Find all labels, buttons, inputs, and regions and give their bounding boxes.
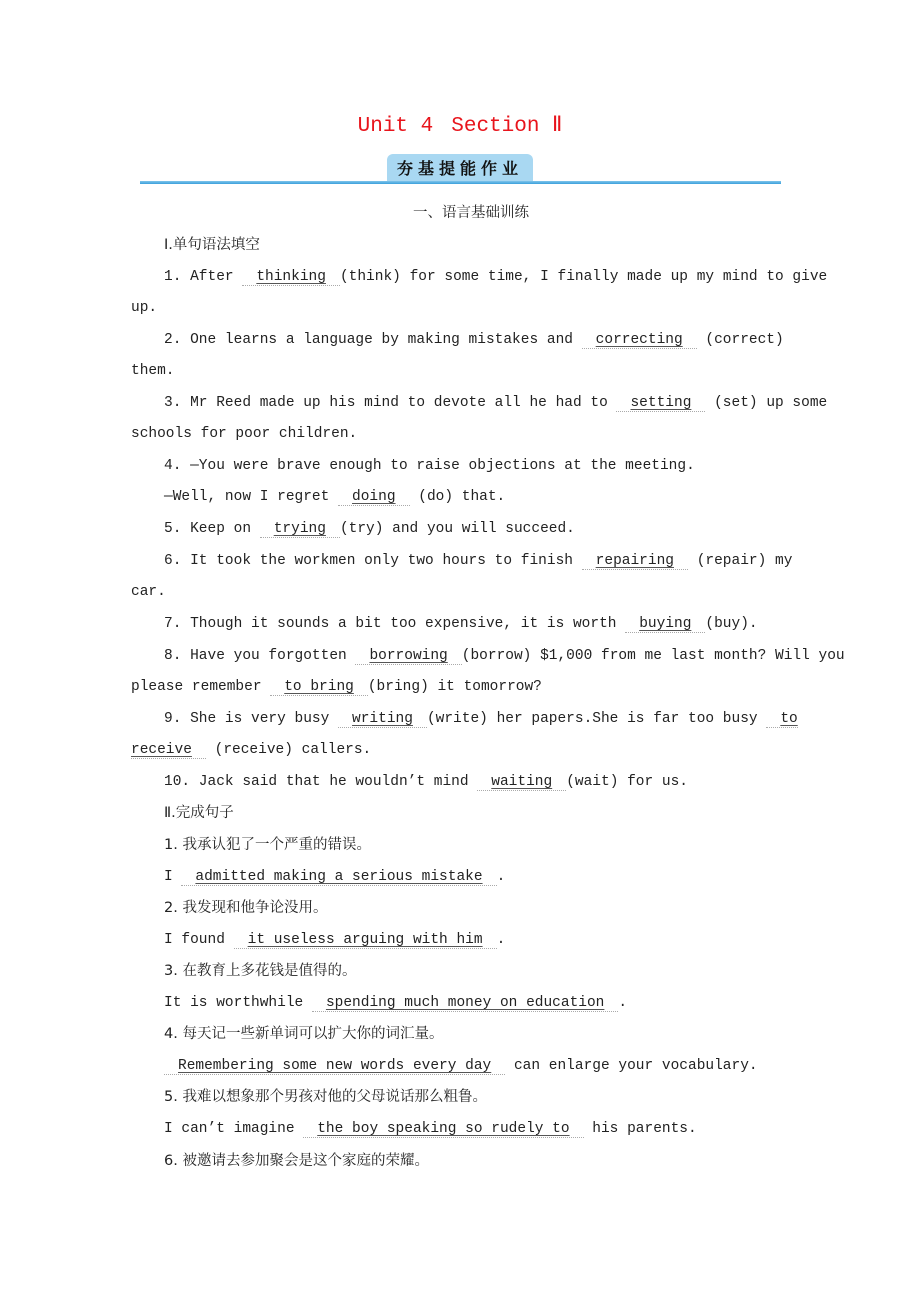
- question-8: 8. Have you forgotten borrowing (borrow) $1,000 from me last month? Will you: [164, 648, 845, 664]
- question-5: 5. Keep on trying (try) and you will succeed.: [164, 521, 575, 537]
- banner: [140, 154, 781, 184]
- question-7: 7. Though it sounds a bit too expensive, it is worth buying (buy).: [164, 616, 758, 632]
- answer-blank: the boy speaking so rudely to: [303, 1121, 583, 1138]
- answer-blank: writing: [338, 711, 427, 728]
- answer-blank: spending much money on education: [312, 995, 618, 1012]
- translation-3-prompt: 3. 在教育上多花钱是值得的。: [164, 963, 357, 979]
- question-8-cont: please remember to bring (bring) it tomorrow?: [131, 679, 542, 695]
- answer-blank: buying: [625, 616, 705, 633]
- section-I-heading: Ⅰ.单句语法填空: [164, 237, 260, 253]
- answer-blank: to: [766, 711, 797, 728]
- answer-blank: repairing: [582, 553, 688, 570]
- translation-6-prompt: 6. 被邀请去参加聚会是这个家庭的荣耀。: [164, 1153, 429, 1169]
- answer-blank: setting: [616, 395, 705, 412]
- translation-3-answer: It is worthwhile spending much money on education .: [164, 995, 628, 1011]
- title-unit: Unit 4: [357, 115, 434, 138]
- translation-1-prompt: 1. 我承认犯了一个严重的错误。: [164, 837, 371, 853]
- page-title: [0, 112, 920, 138]
- section-II-heading: Ⅱ.完成句子: [164, 805, 234, 821]
- title-section: Section Ⅱ: [451, 115, 563, 138]
- question-6: 6. It took the workmen only two hours to finish repairing (repair) my: [164, 553, 793, 569]
- question-2-cont: them.: [131, 363, 175, 379]
- answer-blank: waiting: [477, 774, 566, 791]
- translation-4-prompt: 4. 每天记一些新单词可以扩大你的词汇量。: [164, 1026, 444, 1042]
- answer-blank: to bring: [270, 679, 368, 696]
- answer-blank: correcting: [582, 332, 697, 349]
- translation-2-answer: I found it useless arguing with him .: [164, 932, 506, 948]
- question-9: 9. She is very busy writing (write) her papers.She is far too busy to: [164, 711, 798, 727]
- question-2: 2. One learns a language by making mistakes and correcting (correct): [164, 332, 784, 348]
- question-6-cont: car.: [131, 584, 166, 600]
- translation-2-prompt: 2. 我发现和他争论没用。: [164, 900, 328, 916]
- translation-5-answer: I can’t imagine the boy speaking so rudely to his parents.: [164, 1121, 697, 1137]
- question-4-reply: —Well, now I regret doing (do) that.: [164, 489, 506, 505]
- answer-blank: receive: [131, 742, 206, 759]
- question-9-cont: receive (receive) callers.: [131, 742, 372, 758]
- banner-divider: [140, 181, 781, 184]
- banner-label: 夯基提能作业: [387, 154, 533, 181]
- answer-blank: trying: [260, 521, 340, 538]
- question-3-cont: schools for poor children.: [131, 426, 358, 442]
- answer-blank: borrowing: [355, 648, 461, 665]
- question-10: 10. Jack said that he wouldn’t mind waiting (wait) for us.: [164, 774, 689, 790]
- translation-5-prompt: 5. 我难以想象那个男孩对他的父母说话那么粗鲁。: [164, 1089, 487, 1105]
- translation-4-answer: Remembering some new words every day can enlarge your vocabulary.: [131, 1056, 844, 1076]
- answer-blank: thinking: [242, 269, 340, 286]
- answer-blank: doing: [338, 489, 410, 506]
- question-1: 1. After thinking (think) for some time, I finally made up my mind to give: [164, 269, 828, 285]
- answer-blank: admitted making a serious mistake: [181, 869, 496, 886]
- answer-blank: it useless arguing with him: [234, 932, 497, 949]
- question-4: 4. —You were brave enough to raise objections at the meeting.: [164, 458, 695, 474]
- answer-blank: Remembering some new words every day: [164, 1058, 505, 1075]
- question-3: 3. Mr Reed made up his mind to devote all he had to setting (set) up some: [164, 395, 828, 411]
- translation-1-answer: I admitted making a serious mistake .: [164, 869, 506, 885]
- question-1-cont: up.: [131, 300, 158, 316]
- part-heading: 一、语言基础训练: [413, 205, 529, 221]
